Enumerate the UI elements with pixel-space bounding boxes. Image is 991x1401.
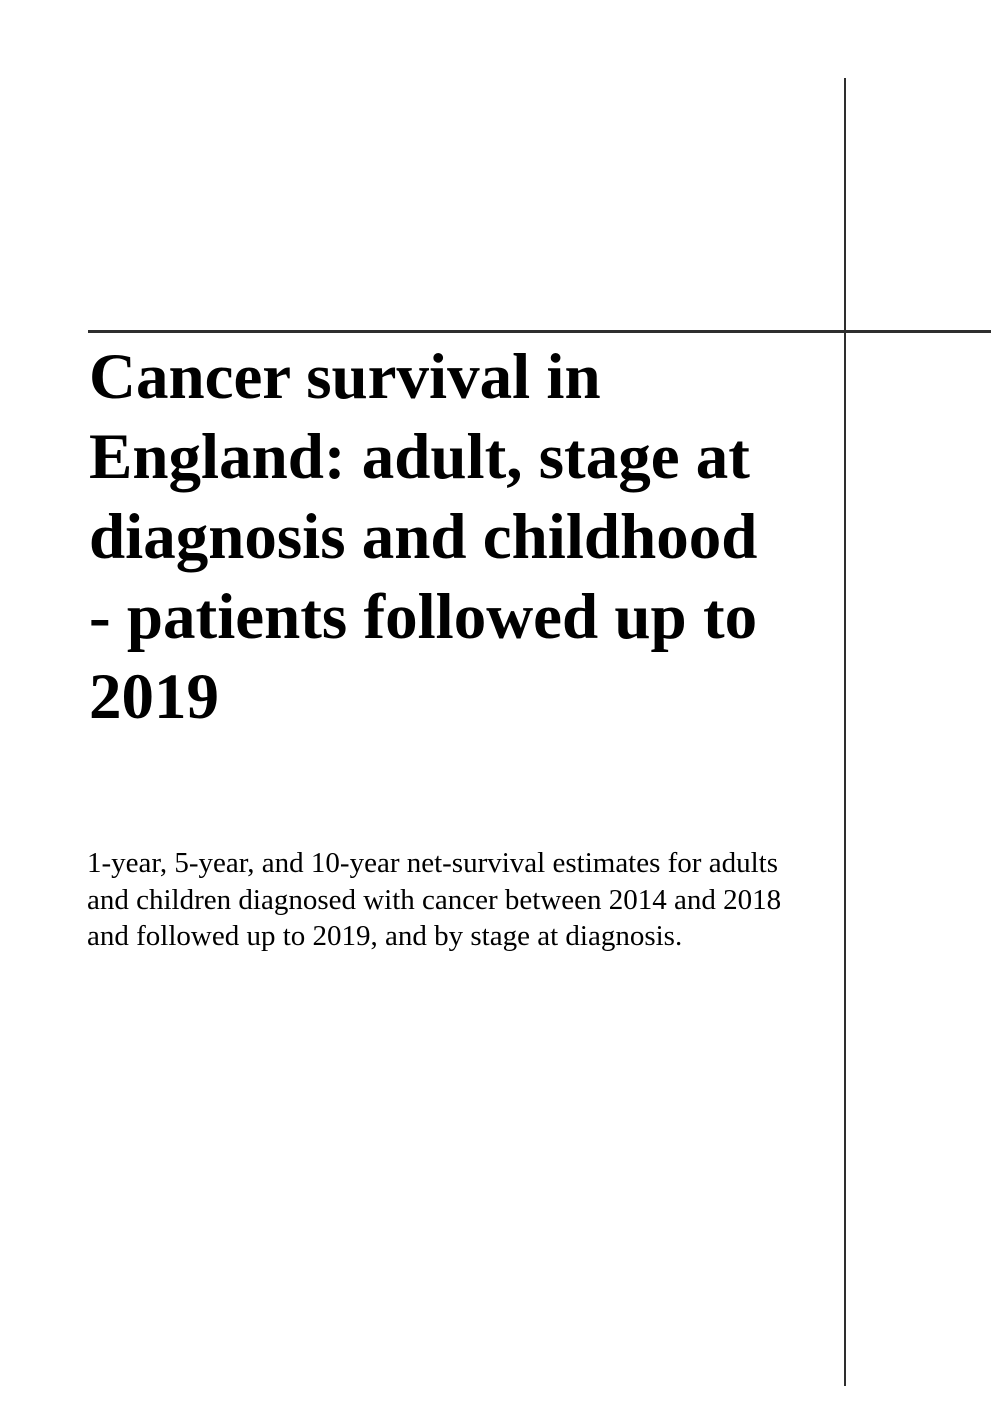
document-subtitle-line: and followed up to 2019, and by stage at diagnosis. [87,920,683,952]
document-title-line: England: adult, stage at [89,421,750,493]
header-rule-horizontal [88,330,991,333]
document-subtitle-line: and children diagnosed with cancer between 2014 and 2018 [87,883,782,916]
document-title-line: - patients followed up to [89,581,758,653]
document-title [89,337,829,737]
document-subtitle [87,845,787,955]
document-subtitle-line: 1-year, 5-year, and 10-year net-survival estimates for adults [87,847,778,879]
document-title-line: diagnosis and childhood [89,501,758,573]
document-title-line: Cancer survival in [89,341,601,413]
document-title-line: 2019 [89,661,219,733]
margin-rule-vertical [844,78,847,1386]
